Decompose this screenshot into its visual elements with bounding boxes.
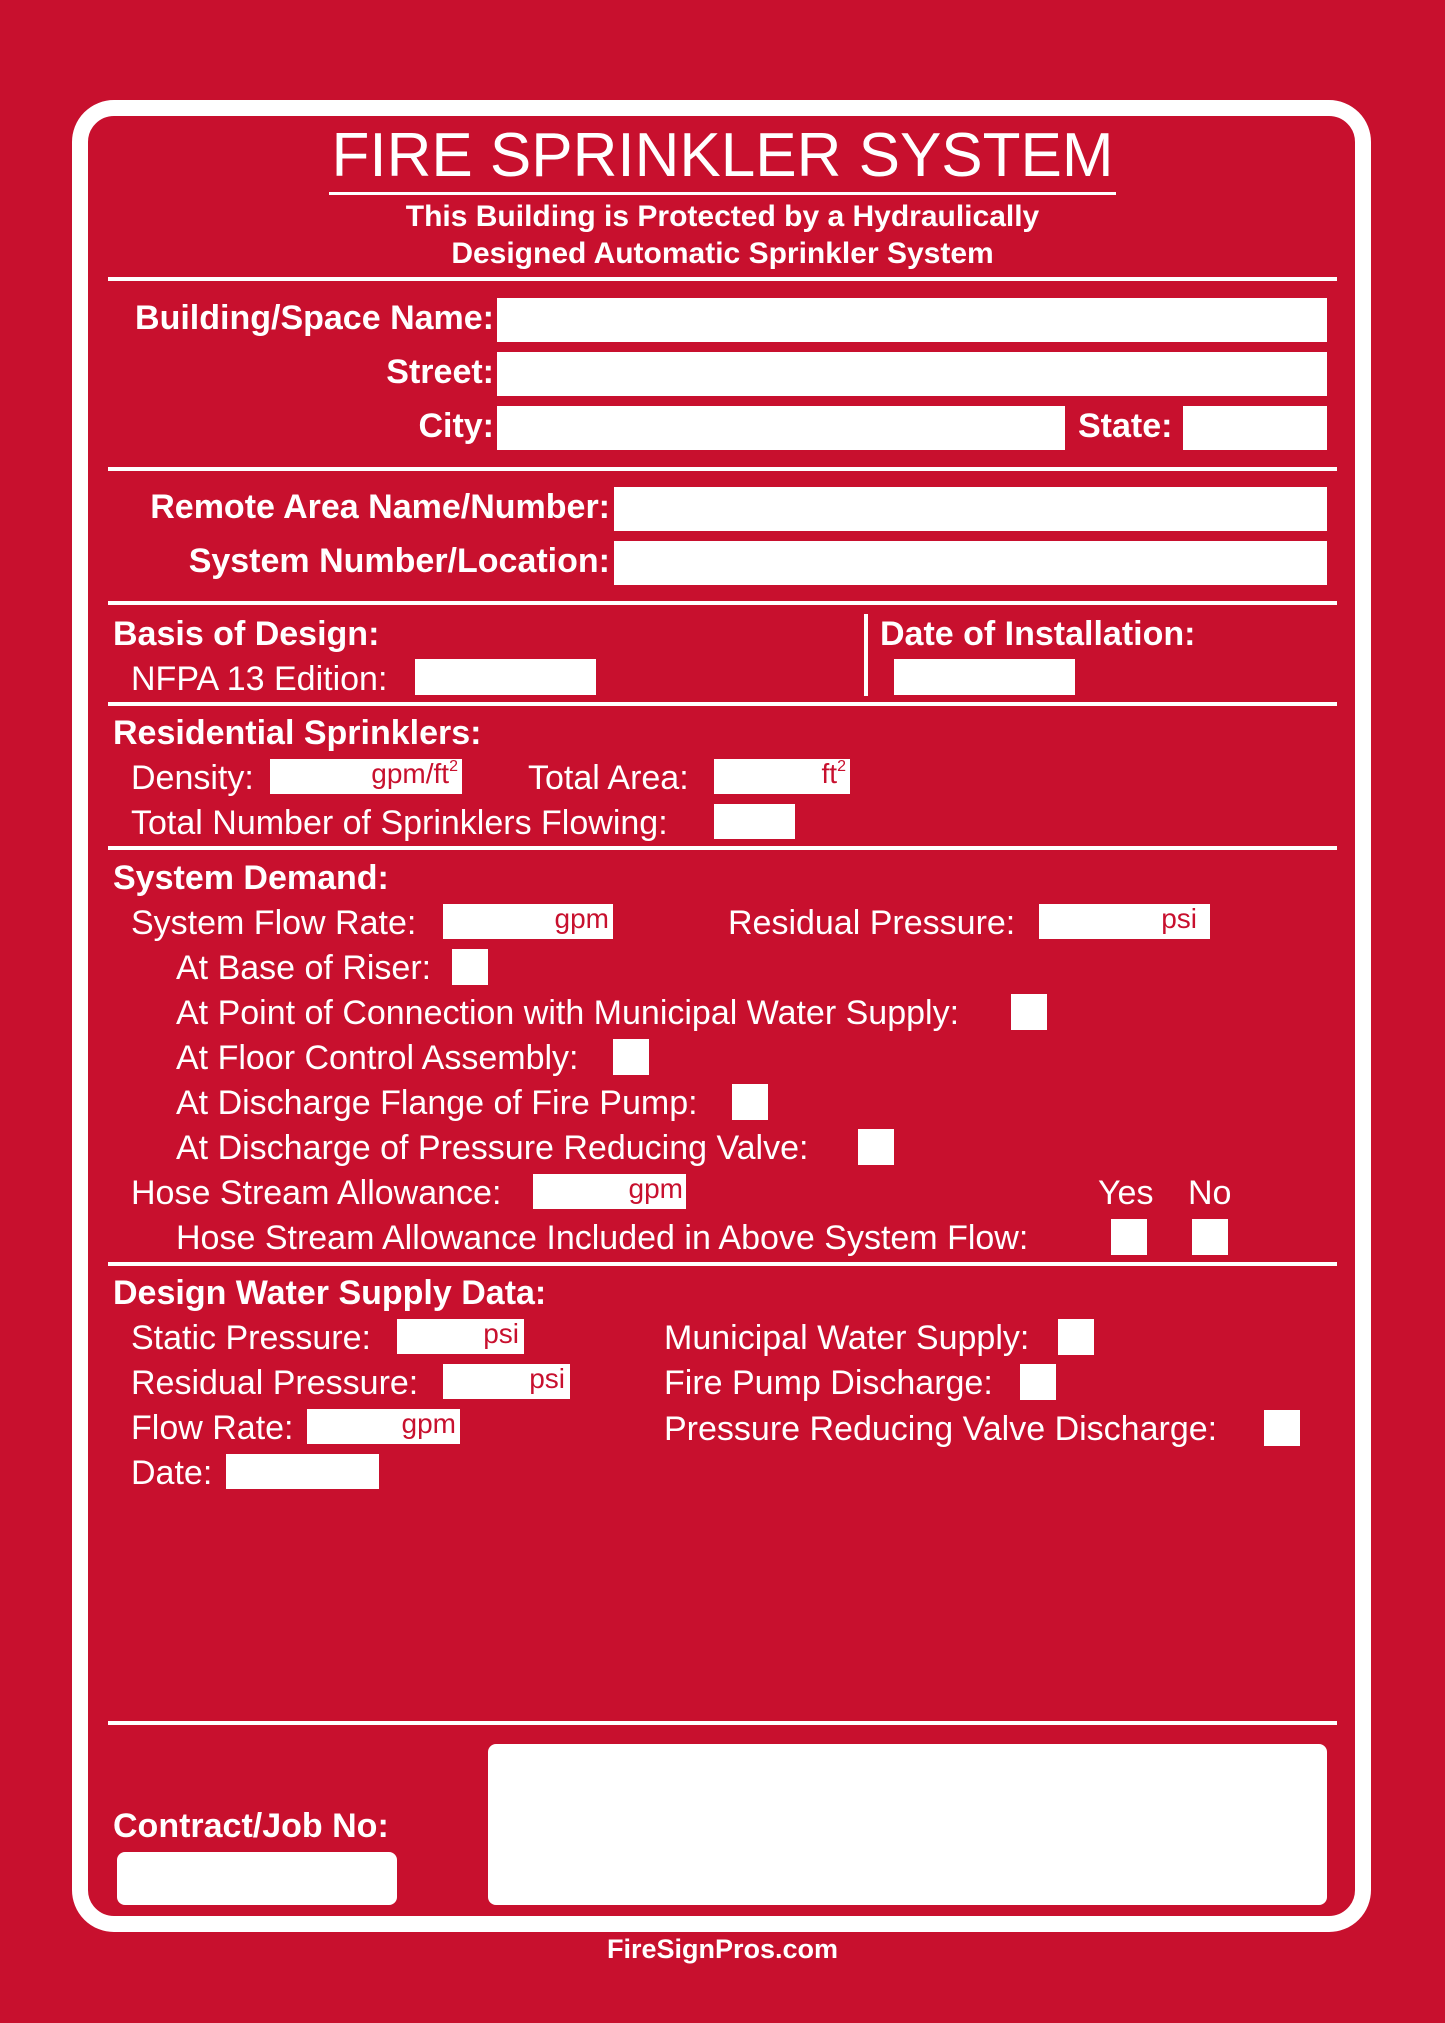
- footer-website: FireSignPros.com: [606, 1934, 839, 1964]
- sign-title: FIRE SPRINKLER SYSTEM: [0, 120, 1445, 192]
- static-pressure-unit: psi: [483, 1318, 519, 1349]
- density-unit: gpm/$ft^2$: [371, 758, 458, 789]
- hose-included-label: Hose Stream Allowance Included in Above System Flow:: [176, 1219, 1029, 1257]
- total-area-label: Total Area:: [528, 759, 689, 797]
- supply-date-label: Date:: [131, 1454, 213, 1492]
- nfpa-edition-field[interactable]: [415, 659, 596, 695]
- sprinklers-flowing-label: Total Number of Sprinklers Flowing:: [131, 804, 668, 842]
- divider: [108, 601, 1337, 605]
- building-field[interactable]: [497, 298, 1327, 342]
- vertical-divider: [864, 614, 868, 696]
- sign-subtitle-line2: Designed Automatic Sprinkler System: [451, 237, 994, 270]
- floor-control-checkbox[interactable]: [613, 1039, 649, 1075]
- total-area-unit: $ft^2$: [821, 758, 846, 789]
- supply-residual-label: Residual Pressure:: [131, 1364, 419, 1402]
- divider: [108, 277, 1337, 281]
- nfpa-edition-label: NFPA 13 Edition:: [131, 660, 388, 698]
- sprinklers-flowing-field[interactable]: [714, 804, 795, 839]
- hose-stream-unit: gpm: [628, 1173, 683, 1204]
- municipal-connection-checkbox[interactable]: [1011, 994, 1047, 1030]
- supply-date-field[interactable]: [226, 1454, 379, 1489]
- supply-flow-label: Flow Rate:: [131, 1409, 294, 1447]
- remote-area-label: Remote Area Name/Number:: [150, 488, 610, 526]
- contract-notes-field[interactable]: [488, 1744, 1327, 1905]
- residential-heading: Residential Sprinklers:: [113, 714, 482, 752]
- building-label: Building/Space Name:: [135, 299, 494, 337]
- street-label: Street:: [386, 353, 494, 391]
- municipal-connection-label: At Point of Connection with Municipal Water Supply:: [176, 994, 960, 1032]
- system-number-field[interactable]: [614, 541, 1327, 585]
- fire-pump-discharge-label: Fire Pump Discharge:: [664, 1364, 993, 1402]
- prv-discharge-checkbox[interactable]: [858, 1129, 894, 1165]
- install-date-field[interactable]: [894, 659, 1075, 695]
- hose-stream-label: Hose Stream Allowance:: [131, 1174, 502, 1212]
- yes-label: Yes: [1098, 1174, 1154, 1212]
- install-date-label: Date of Installation:: [880, 615, 1196, 653]
- supply-residual-unit: psi: [529, 1363, 565, 1394]
- fire-pump-flange-label: At Discharge Flange of Fire Pump:: [176, 1084, 698, 1122]
- base-of-riser-checkbox[interactable]: [452, 949, 488, 985]
- divider: [108, 1721, 1337, 1725]
- water-supply-heading: Design Water Supply Data:: [113, 1274, 547, 1312]
- density-label: Density:: [131, 759, 254, 797]
- contract-label: Contract/Job No:: [113, 1807, 389, 1845]
- state-field[interactable]: [1183, 406, 1327, 450]
- hose-included-yes-checkbox[interactable]: [1111, 1219, 1147, 1255]
- static-pressure-label: Static Pressure:: [131, 1319, 371, 1357]
- fire-pump-discharge-checkbox[interactable]: [1020, 1364, 1056, 1400]
- contract-number-field[interactable]: [117, 1852, 397, 1905]
- supply-flow-unit: gpm: [401, 1408, 456, 1439]
- municipal-supply-checkbox[interactable]: [1058, 1319, 1094, 1355]
- divider: [108, 1262, 1337, 1266]
- no-label: No: [1188, 1174, 1232, 1212]
- system-number-label: System Number/Location:: [188, 542, 610, 580]
- remote-area-field[interactable]: [614, 487, 1327, 531]
- state-label: State:: [1078, 407, 1173, 445]
- residual-pressure-label: Residual Pressure:: [728, 904, 1016, 942]
- divider: [108, 702, 1337, 706]
- residual-pressure-unit: psi: [1161, 903, 1197, 934]
- floor-control-label: At Floor Control Assembly:: [176, 1039, 579, 1077]
- prv-supply-checkbox[interactable]: [1264, 1410, 1300, 1446]
- hose-included-no-checkbox[interactable]: [1192, 1219, 1228, 1255]
- municipal-supply-label: Municipal Water Supply:: [664, 1319, 1030, 1357]
- city-field[interactable]: [497, 406, 1065, 450]
- prv-discharge-label: At Discharge of Pressure Reducing Valve:: [176, 1129, 809, 1167]
- street-field[interactable]: [497, 352, 1327, 396]
- divider: [108, 467, 1337, 471]
- prv-supply-label: Pressure Reducing Valve Discharge:: [664, 1410, 1218, 1448]
- flow-rate-label: System Flow Rate:: [131, 904, 417, 942]
- flow-rate-unit: gpm: [554, 903, 609, 934]
- city-label: City:: [418, 407, 494, 445]
- base-of-riser-label: At Base of Riser:: [176, 949, 432, 987]
- divider: [108, 846, 1337, 850]
- fire-pump-flange-checkbox[interactable]: [732, 1084, 768, 1120]
- sign-subtitle-line1: This Building is Protected by a Hydraulically: [405, 200, 1040, 233]
- system-demand-heading: System Demand:: [113, 859, 389, 897]
- basis-of-design-heading: Basis of Design:: [113, 615, 380, 653]
